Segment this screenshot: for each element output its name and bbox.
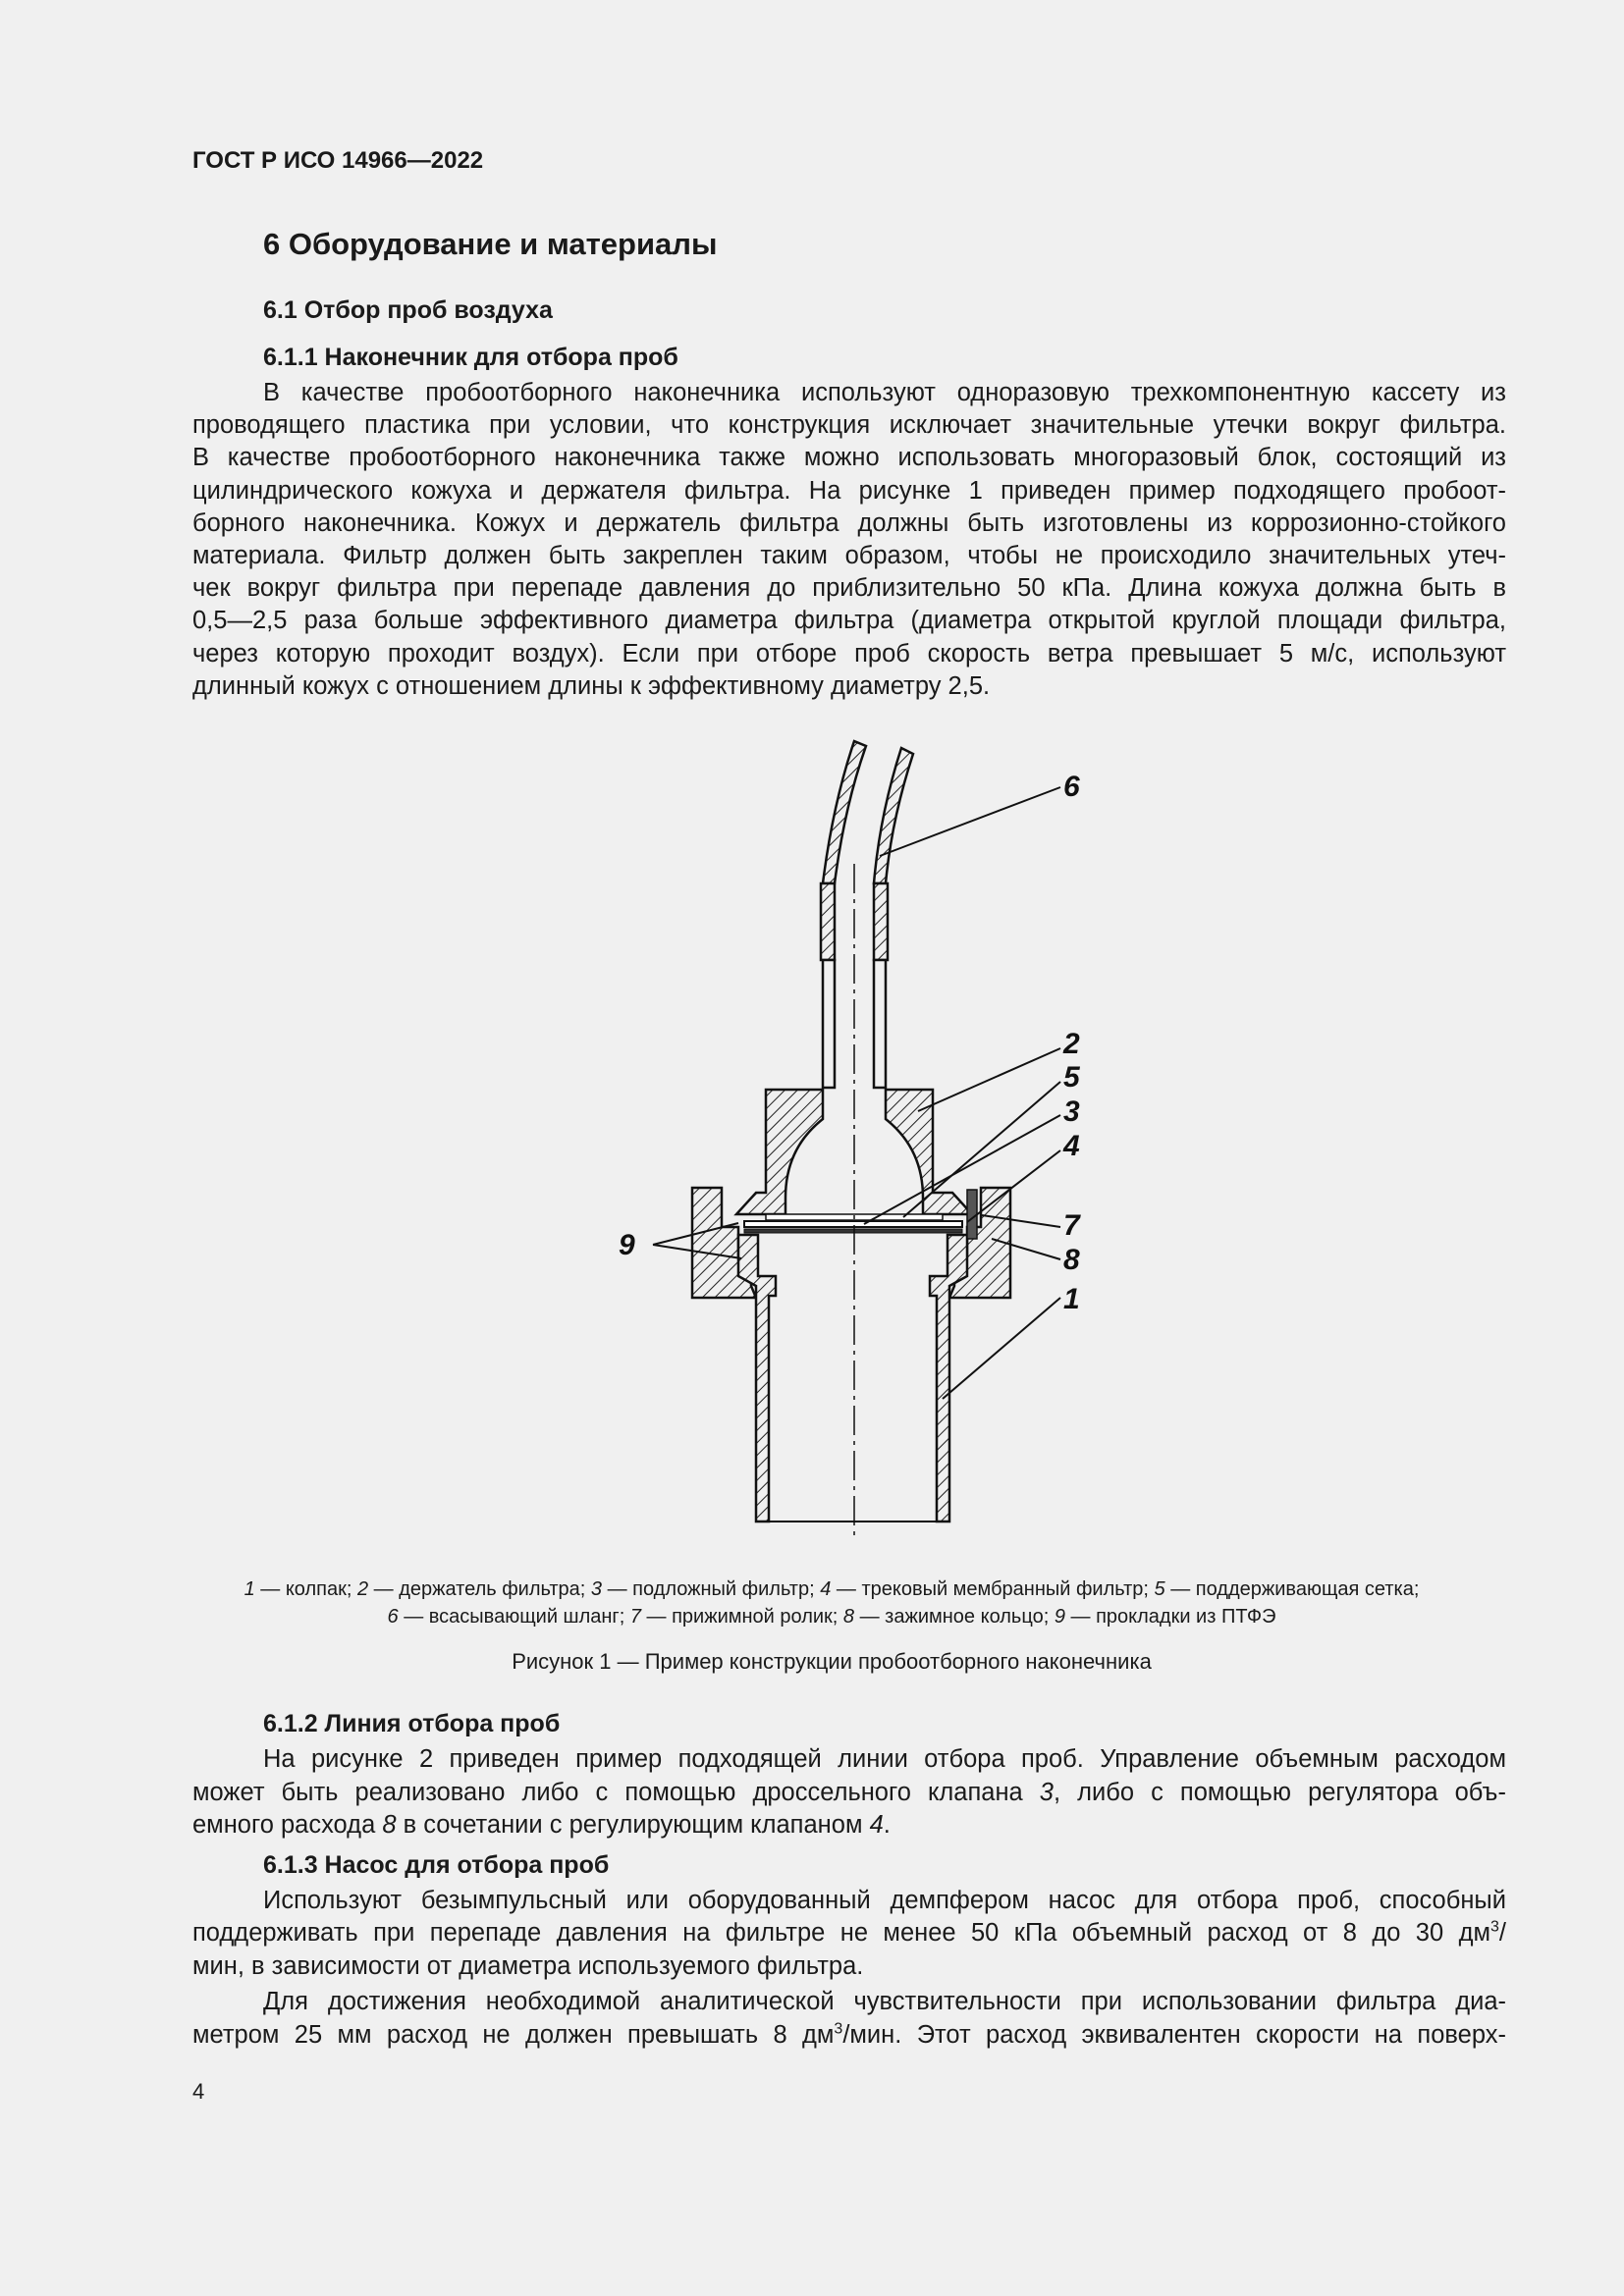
document-header: ГОСТ Р ИСО 14966—2022: [192, 147, 484, 174]
neck-right: [874, 960, 886, 1088]
s613-line: Для достижения необходимой аналитической чувствительности при использовании фильтра диа-: [263, 1988, 1506, 2015]
s612-line: На рисунке 2 приведен пример подходящей линии отбора проб. Управление объемным расходом: [263, 1745, 1506, 1773]
leader-2: [918, 1048, 1060, 1111]
cap-right: [930, 1235, 967, 1522]
s611-line: материала. Фильтр должен быть закреплен таким образом, чтобы не происходило значительных утеч-: [192, 542, 1506, 569]
s611-line: цилиндрического кожуха и держателя фильтра. На рисунке 1 приведен пример подходящего пробоот-: [192, 477, 1506, 505]
s611-line: 0,5—2,5 раза больше эффективного диаметра фильтра (диаметра открытой круглой площади фильтра,: [192, 607, 1506, 634]
s613-line: метром 25 мм расход не должен превышать 8 $дм^3$/мин. Этот расход эквивалентен скорости на поверх-: [192, 2020, 1506, 2049]
figure-label-3: 3: [1063, 1095, 1080, 1128]
s613-line: мин, в зависимости от диаметра используемого фильтра.: [192, 1952, 864, 1980]
s611-line: проводящего пластика при условии, что конструкция исключает значительные утечки вокруг фильтра.: [192, 411, 1506, 439]
cap-left: [738, 1235, 776, 1522]
s613-title: 6.1.3 Насос для отбора проб: [263, 1851, 610, 1879]
page-number: 4: [192, 2079, 205, 2104]
leader-6: [880, 787, 1060, 856]
s612-title: 6.1.2 Линия отбора проб: [263, 1710, 561, 1737]
neck-left: [823, 960, 835, 1088]
s611-line: борного наконечника. Кожух и держатель фильтра должны быть изготовлены из коррозионно-стойкого: [192, 509, 1506, 537]
s613-line: поддерживать при перепаде давления на фильтре не менее 50 кПа объемный расход от 8 до 30 $дм^3/$: [192, 1918, 1506, 1947]
filter-holder-left: [736, 1090, 823, 1214]
subsection-title: 6.1 Отбор проб воздуха: [263, 296, 553, 324]
ptfe-gasket-right: [967, 1190, 977, 1239]
s612-line: емного расхода 8 в сочетании с регулирующим клапаном 4.: [192, 1811, 891, 1839]
figure-label-8: 8: [1063, 1244, 1080, 1276]
section-title: 6 Оборудование и материалы: [263, 227, 718, 261]
figure-caption: Рисунок 1 — Пример конструкции пробоотборного наконечника: [512, 1649, 1152, 1674]
s611-line: чек вокруг фильтра при перепаде давления до приблизительно 50 кПа. Длина кожуха должна быть в: [192, 574, 1506, 602]
hose-right-wall: [874, 748, 913, 883]
leader-4: [967, 1150, 1060, 1222]
figure-legend-line: 6 — всасывающий шланг; 7 — прижимной ролик; 8 — зажимное кольцо; 9 — прокладки из ПТФЭ: [387, 1606, 1276, 1628]
s612-line: может быть реализовано либо с помощью дроссельного клапана 3, либо с помощью регулятора объ-: [192, 1779, 1506, 1806]
hose-sleeve-right: [874, 883, 888, 960]
s611-line: длинный кожух с отношением длины к эффективному диаметру 2,5.: [192, 672, 991, 700]
s611-line: через которую проходит воздух). Если при отборе проб скорость ветра превышает 5 м/с, используют: [192, 640, 1506, 667]
figure-label-9: 9: [619, 1229, 635, 1261]
figure-label-5: 5: [1063, 1061, 1080, 1094]
backup-filter: [744, 1221, 962, 1227]
s611-line: В качестве пробоотборного наконечника также можно использовать многоразовый блок, состоящий из: [192, 444, 1506, 471]
leader-1: [943, 1298, 1060, 1399]
figure-label-2: 2: [1063, 1028, 1080, 1060]
s613-line: Используют безымпульсный или оборудованный демпфером насос для отбора проб, способный: [263, 1887, 1506, 1914]
figure-label-1: 1: [1063, 1283, 1080, 1315]
s611-line: В качестве пробоотборного наконечника используют одноразовую трехкомпонентную кассету из: [263, 379, 1506, 406]
hose-left-wall: [823, 741, 866, 883]
figure-label-4: 4: [1063, 1130, 1080, 1162]
s611-title: 6.1.1 Наконечник для отбора проб: [263, 344, 678, 371]
membrane-filter: [744, 1229, 962, 1233]
figure-label-6: 6: [1063, 771, 1080, 803]
figure-legend-line: 1 — колпак; 2 — держатель фильтра; 3 — подложный фильтр; 4 — трековый мембранный фильтр; 5 — поддерживающая сетка;: [244, 1578, 1420, 1600]
hose-sleeve-left: [821, 883, 835, 960]
figure-label-7: 7: [1063, 1209, 1080, 1242]
